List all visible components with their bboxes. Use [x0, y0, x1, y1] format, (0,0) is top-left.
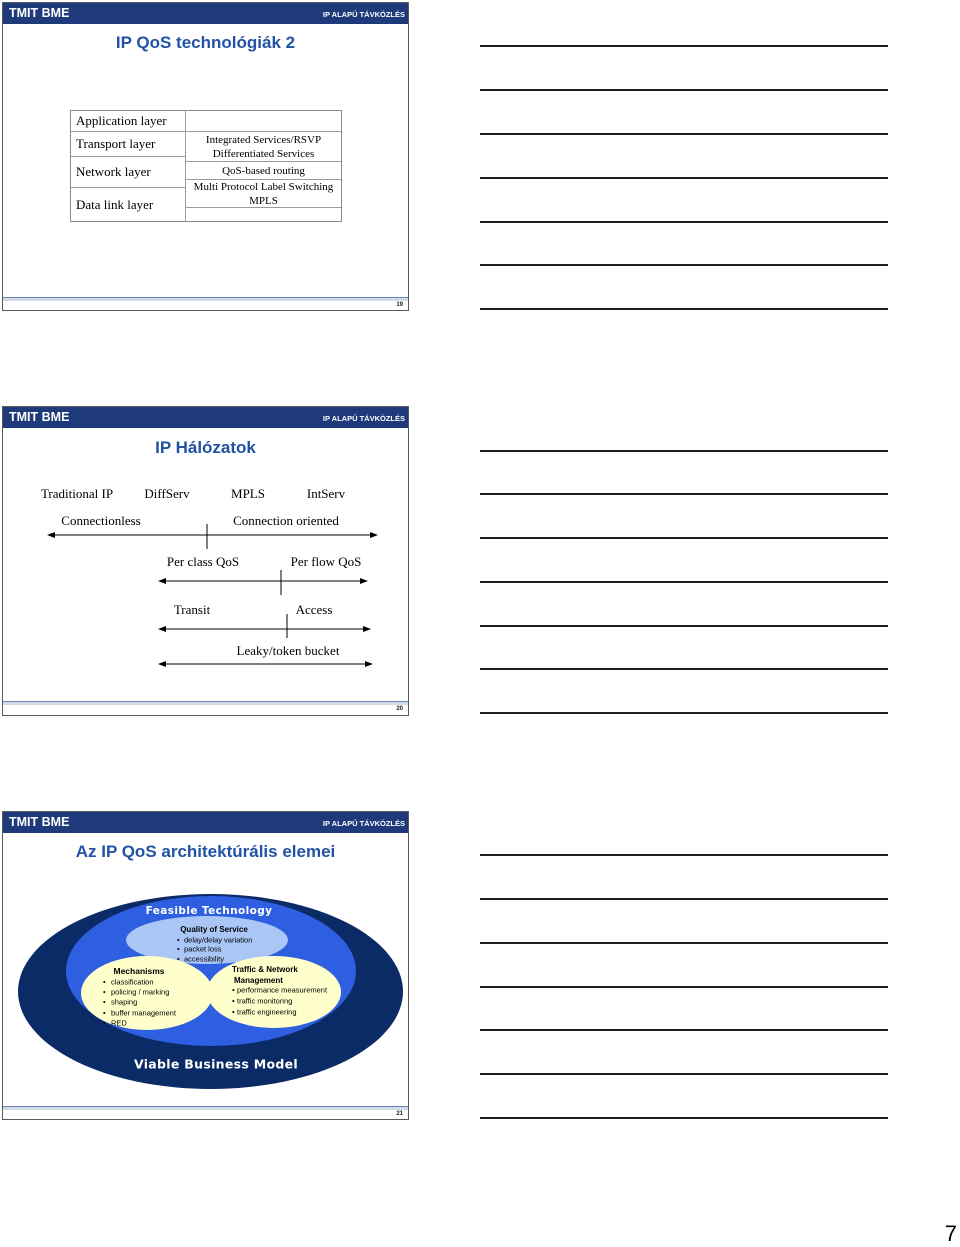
header-course: IP ALAPÚ TÁVKÖZLÉS — [322, 819, 405, 828]
note-line — [480, 1029, 888, 1031]
layer-cell-application — [71, 111, 185, 132]
slide-number: 21 — [396, 1111, 403, 1117]
tech-cell-empty — [185, 111, 341, 132]
slide-footer-bar — [3, 1106, 408, 1110]
note-line — [480, 898, 888, 900]
qos-item: delay/delay variation — [184, 935, 253, 945]
slide-footer-bar — [3, 701, 408, 705]
page-number: 7 — [944, 1221, 957, 1246]
label-per-class-qos: Per class QoS — [166, 554, 240, 569]
note-line — [480, 308, 888, 310]
tech-label: QoS-based routing — [222, 164, 305, 177]
note-line — [480, 668, 888, 670]
slide-ip-networks — [2, 406, 409, 716]
layer-label: Transport layer — [76, 136, 156, 151]
qos-title: Quality of Service — [180, 925, 248, 934]
tech-diffserv: DiffServ — [144, 486, 190, 501]
arrow-head-left — [158, 626, 166, 632]
slide-header — [3, 3, 408, 24]
feasible-technology-label: Feasible Technology — [145, 905, 273, 917]
header-course: IP ALAPÚ TÁVKÖZLÉS — [322, 10, 405, 19]
management-title-line2: Management — [234, 976, 283, 985]
layer-cell-transport — [71, 132, 185, 157]
arrow-head-left — [158, 578, 166, 584]
mechanisms-title: Mechanisms — [113, 966, 165, 976]
mechanism-item: classification — [111, 977, 154, 987]
header-org: TMIT BME — [9, 410, 70, 424]
note-line — [480, 625, 888, 627]
note-line — [480, 221, 888, 223]
tech-label: Integrated Services/RSVP — [205, 133, 322, 146]
note-line — [480, 177, 888, 179]
note-line — [480, 942, 888, 944]
slide-footer-bar — [3, 297, 408, 301]
mechanism-item: shaping — [111, 997, 138, 1007]
bullet: • — [177, 944, 180, 954]
mechanism-item: buffer management — [111, 1008, 176, 1018]
qos-item: accessibility — [184, 954, 225, 964]
slide-qos-architecture — [2, 811, 409, 1120]
slide-number: 20 — [396, 706, 403, 712]
label-connection-oriented: Connection oriented — [233, 513, 339, 528]
layer-label: Network layer — [76, 164, 151, 179]
tech-cell-qos-routing — [185, 162, 341, 180]
arrow-head-right — [363, 626, 371, 632]
label-transit: Transit — [173, 602, 211, 617]
header-course: IP ALAPÚ TÁVKÖZLÉS — [322, 414, 405, 423]
layer-cell-network — [71, 157, 185, 188]
mechanism-item: RED — [111, 1018, 127, 1028]
viable-business-model-label: Viable Business Model — [133, 1056, 299, 1072]
tech-cell-intserv-diffserv — [185, 132, 341, 162]
slide-title: Az IP QoS architektúrális elemei — [75, 842, 336, 861]
arrow-head-right — [365, 661, 373, 667]
bullet: • — [177, 954, 180, 964]
bullet: • — [103, 987, 106, 997]
bullet: • — [103, 977, 106, 987]
note-line — [480, 712, 888, 714]
note-line — [480, 854, 888, 856]
tech-intserv: IntServ — [306, 486, 346, 501]
slide-ip-qos-technologies — [2, 2, 409, 311]
mechanism-item: policing / marking — [111, 987, 170, 997]
layer-technology-table — [70, 110, 342, 222]
slide-number: 19 — [396, 302, 403, 308]
arrow-head-left — [158, 661, 166, 667]
note-line — [480, 89, 888, 91]
note-line — [480, 1117, 888, 1119]
bullet: • — [177, 935, 180, 945]
management-item: traffic monitoring — [237, 996, 293, 1006]
mechanism-arrow — [158, 661, 373, 667]
note-line — [480, 581, 888, 583]
bullet: • — [103, 1018, 106, 1028]
bullet: • — [103, 997, 106, 1007]
arrow-head-left — [47, 532, 55, 538]
tech-cell-empty — [185, 208, 341, 221]
qos-granularity-arrow — [158, 570, 368, 595]
note-line — [480, 264, 888, 266]
management-item: performance measurement — [237, 985, 328, 995]
note-line — [480, 45, 888, 47]
arrow-head-right — [370, 532, 378, 538]
qos-architecture-diagram — [3, 812, 408, 1119]
layer-label: Application layer — [76, 113, 167, 128]
bullet: • — [232, 1007, 235, 1017]
bullet: • — [103, 1008, 106, 1018]
bullet: • — [232, 996, 235, 1006]
slide-title: IP Hálózatok — [155, 438, 256, 457]
note-line — [480, 450, 888, 452]
qos-item: packet loss — [184, 944, 222, 954]
slide-title: IP QoS technológiák 2 — [115, 33, 296, 52]
tech-label: Multi Protocol Label Switching — [193, 180, 334, 193]
tech-label: MPLS — [249, 194, 278, 207]
note-line — [480, 986, 888, 988]
note-line — [480, 493, 888, 495]
tech-mpls: MPLS — [231, 486, 265, 501]
label-connectionless: Connectionless — [61, 513, 141, 528]
management-title-line1: Traffic & Network — [232, 965, 298, 974]
layer-label: Data link layer — [76, 196, 154, 212]
tech-label: Differentiated Services — [212, 147, 315, 160]
label-leaky-token-bucket: Leaky/token bucket — [236, 643, 340, 658]
arrow-head-right — [360, 578, 368, 584]
tech-cell-mpls — [185, 180, 341, 208]
management-item: traffic engineering — [237, 1007, 297, 1017]
header-org: TMIT BME — [9, 6, 70, 20]
label-per-flow-qos: Per flow QoS — [290, 554, 362, 569]
note-line — [480, 537, 888, 539]
layer-cell-data-link — [71, 188, 185, 221]
note-line — [480, 1073, 888, 1075]
bullet: • — [232, 985, 235, 995]
header-org: TMIT BME — [9, 815, 70, 829]
note-line — [480, 133, 888, 135]
tech-traditional-ip: Traditional IP — [40, 486, 114, 501]
label-access: Access — [295, 602, 333, 617]
